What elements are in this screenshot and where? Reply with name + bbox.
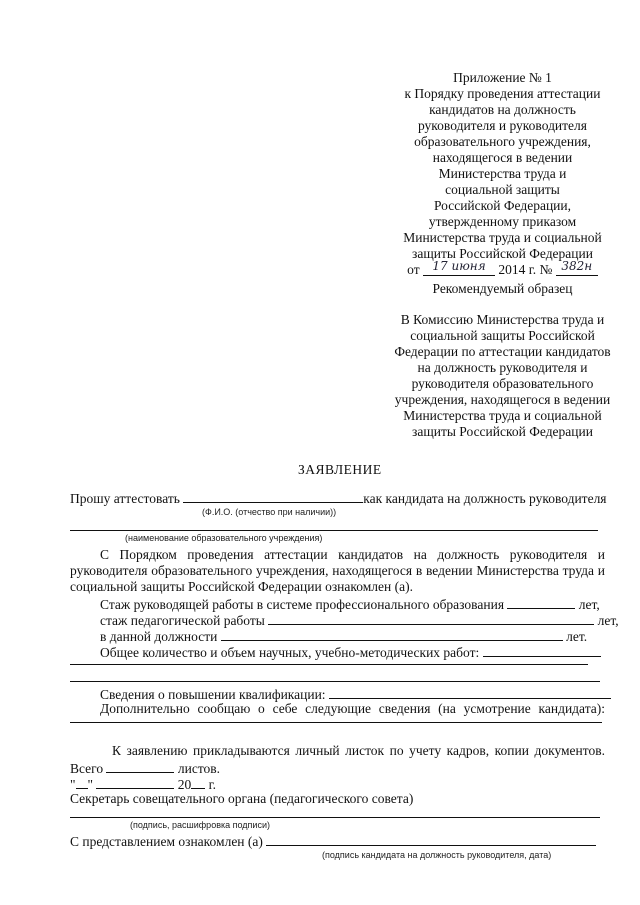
handwritten-number: 382н (561, 259, 593, 273)
additional-field[interactable] (70, 722, 602, 723)
year-suffix: г. (208, 777, 217, 792)
org-field[interactable] (70, 530, 598, 531)
familiar-line-2: руководителя образовательного учреждения, находящегося в ведении Министерства труда и (70, 563, 605, 578)
quote-open: " (70, 777, 76, 792)
exp-position-field[interactable] (221, 627, 563, 641)
secretary-sign-field[interactable] (70, 817, 600, 818)
appendix-block (380, 70, 625, 278)
addressee-block (380, 312, 625, 440)
exp-ped-field[interactable] (268, 611, 594, 625)
qualification-field[interactable] (329, 685, 611, 699)
appendix-line: руководителя и руководителя (417, 118, 587, 133)
day-field[interactable] (76, 775, 88, 789)
total-label: Всего (70, 761, 104, 776)
recommended-sample: Рекомендуемый образец (432, 281, 573, 296)
candidate-caption: (подпись кандидата на должность руководителя, дата) (322, 850, 552, 860)
order-year: 2014 г. № (498, 262, 553, 277)
org-caption: (наименование образовательного учреждения) (125, 533, 323, 543)
request-line (70, 489, 607, 507)
request-prefix: Прошу аттестовать (70, 491, 180, 506)
request-suffix: как кандидата на должность руководителя (363, 491, 607, 506)
sheets-count-field[interactable] (106, 759, 174, 773)
acquainted-label: С представлением ознакомлен (а) (70, 834, 263, 849)
additional-line: Дополнительно сообщаю о себе следующие сведения (на усмотрение кандидата): (100, 701, 605, 716)
works-field-3[interactable] (70, 681, 600, 682)
sheets-label: листов. (177, 761, 221, 776)
appendix-line: кандидатов на должность (429, 102, 576, 117)
familiar-line-1: С Порядком проведения аттестации кандидатов на должность руководителя и (100, 547, 605, 562)
attached-line: К заявлению прикладываются личный листок по учету кадров, копии документов. (112, 743, 605, 758)
addressee-line: руководителя образовательного (411, 376, 594, 391)
quote-close: " (87, 777, 94, 792)
familiar-line-3: социальной защиты Российской Федерации ознакомлен (а). (70, 579, 413, 594)
years-label: лет, (597, 613, 619, 628)
appendix-line: утвержденному приказом (428, 214, 577, 229)
month-field[interactable] (96, 775, 174, 789)
fio-field[interactable] (183, 489, 363, 503)
year-field[interactable] (191, 775, 205, 789)
addressee-line: учреждения, находящегося в ведении (394, 392, 611, 407)
qualification-label: Сведения о повышении квалификации: (100, 687, 326, 702)
sign-caption: (подпись, расшифровка подписи) (130, 820, 270, 830)
exp-system-label: Стаж руководящей работы в системе профессионального образования (100, 597, 505, 612)
exp-ped-label: стаж педагогической работы (100, 613, 265, 628)
appendix-line: Российской Федерации, (433, 198, 572, 213)
addressee-line: Министерства труда и социальной (403, 408, 602, 423)
appendix-line: защиты Российской Федерации (412, 246, 593, 261)
appendix-line: находящегося в ведении (432, 150, 573, 165)
year-prefix: 20 (177, 777, 192, 792)
candidate-sign-field[interactable] (266, 832, 596, 846)
appendix-line: социальной защиты (445, 182, 560, 197)
exp-position-label: в данной должности (100, 629, 218, 644)
works-line (100, 643, 601, 661)
appendix-line: Министерства труда и социальной (403, 230, 602, 245)
addressee-line: Федерации по аттестации кандидатов (394, 344, 611, 359)
addressee-line: социальной защиты Российской (410, 328, 595, 343)
works-field-2[interactable] (70, 664, 588, 665)
years-label: лет. (566, 629, 588, 644)
addressee-line: В Комиссию Министерства труда и (400, 312, 605, 327)
appendix-line: образовательного учреждения, (414, 134, 591, 149)
addressee-line: на должность руководителя и (417, 360, 588, 375)
order-date-line (380, 259, 625, 278)
acquainted-line (70, 832, 596, 850)
appendix-line: Министерства труда и (438, 166, 567, 181)
years-label: лет, (578, 597, 600, 612)
appendix-line: Приложение № 1 (453, 70, 552, 85)
date-prefix: от (407, 262, 420, 277)
fio-caption: (Ф.И.О. (отчество при наличии)) (202, 507, 337, 517)
appendix-line: к Порядку проведения аттестации (404, 86, 601, 101)
document-title: ЗАЯВЛЕНИЕ (298, 462, 382, 477)
exp-system-field[interactable] (507, 595, 575, 609)
handwritten-date: 17 июня (432, 259, 486, 273)
works-label: Общее количество и объем научных, учебно-методических работ: (100, 645, 480, 660)
works-field[interactable] (483, 643, 601, 657)
addressee-line: защиты Российской Федерации (412, 424, 593, 439)
secretary-label: Секретарь совещательного органа (педагогического совета) (70, 791, 414, 806)
